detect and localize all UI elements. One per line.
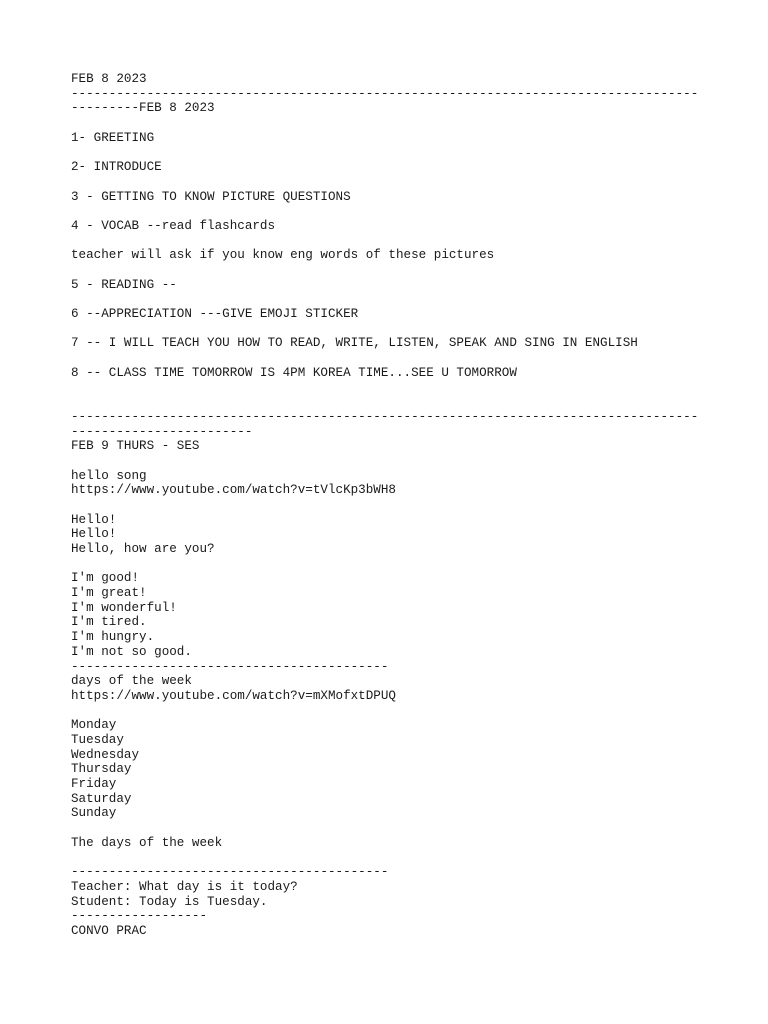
separator-line: ----------------------------------------------------------------------------------- xyxy=(71,409,699,424)
text-line: Monday xyxy=(71,718,117,733)
blank-line xyxy=(71,850,711,865)
text-line: hello song xyxy=(71,468,147,483)
separator-line: ------------------------------------------ xyxy=(71,659,389,674)
text-line: FEB 9 THURS - SES xyxy=(71,439,200,454)
text-line: I'm hungry. xyxy=(71,630,155,645)
text-line: ---------FEB 8 2023 xyxy=(71,101,215,116)
text-line: https://www.youtube.com/watch?v=tVlcKp3bWH8 xyxy=(71,483,396,498)
text-line: 1- GREETING xyxy=(71,130,155,145)
text-line: 7 -- I WILL TEACH YOU HOW TO READ, WRITE, LISTEN, SPEAK AND SING IN ENGLISH xyxy=(71,336,638,351)
text-line: I'm tired. xyxy=(71,615,147,630)
text-line: I'm not so good. xyxy=(71,644,192,659)
text-line: Teacher: What day is it today? xyxy=(71,879,298,894)
text-line: 8 -- CLASS TIME TOMORROW IS 4PM KOREA TIME...SEE U TOMORROW xyxy=(71,365,517,380)
blank-line xyxy=(71,454,711,469)
blank-line xyxy=(71,234,711,249)
blank-line xyxy=(71,351,711,366)
blank-line xyxy=(71,704,711,719)
separator-line: ------------------------ xyxy=(71,424,253,439)
text-line: I'm great! xyxy=(71,586,147,601)
text-line: 4 - VOCAB --read flashcards xyxy=(71,218,276,233)
text-line: https://www.youtube.com/watch?v=mXMofxtDPUQ xyxy=(71,688,396,703)
text-line: Friday xyxy=(71,777,117,791)
blank-line xyxy=(71,204,711,219)
text-line: Hello! xyxy=(71,512,117,527)
text-line: CONVO PRAC xyxy=(71,923,147,938)
separator-line: ----------------------------------------------------------------------------------- xyxy=(71,86,699,101)
text-line: Thursday xyxy=(71,762,132,777)
text-line: days of the week xyxy=(71,674,192,689)
blank-line xyxy=(71,145,711,160)
blank-line xyxy=(71,380,711,395)
text-line: Tuesday xyxy=(71,732,124,747)
blank-line xyxy=(71,395,711,410)
text-line: 5 - READING -- xyxy=(71,277,177,292)
separator-line: ------------------ xyxy=(71,909,208,924)
text-line: Sunday xyxy=(71,806,117,821)
blank-line xyxy=(71,821,711,836)
text-line: FEB 8 2023 xyxy=(71,72,147,86)
text-line: 6 --APPRECIATION ---GIVE EMOJI STICKER xyxy=(71,307,359,321)
text-line: Saturday xyxy=(71,791,132,806)
blank-line xyxy=(71,116,711,131)
text-line: Hello! xyxy=(71,527,117,542)
text-line: Wednesday xyxy=(71,747,140,762)
blank-line xyxy=(71,292,711,307)
blank-line xyxy=(71,263,711,278)
text-line: I'm wonderful! xyxy=(71,600,177,615)
text-line: Student: Today is Tuesday. xyxy=(71,894,268,909)
text-line: 3 - GETTING TO KNOW PICTURE QUESTIONS xyxy=(71,189,351,204)
text-line: Hello, how are you? xyxy=(71,542,215,556)
blank-line xyxy=(71,557,711,572)
blank-line xyxy=(71,322,711,337)
document-page xyxy=(71,72,711,939)
blank-line xyxy=(71,498,711,513)
text-line: I'm good! xyxy=(71,571,140,586)
text-line: 2- INTRODUCE xyxy=(71,160,162,175)
separator-line: ------------------------------------------ xyxy=(71,865,389,880)
blank-line xyxy=(71,175,711,190)
text-line: teacher will ask if you know eng words of these pictures xyxy=(71,248,495,263)
text-line: The days of the week xyxy=(71,835,223,850)
